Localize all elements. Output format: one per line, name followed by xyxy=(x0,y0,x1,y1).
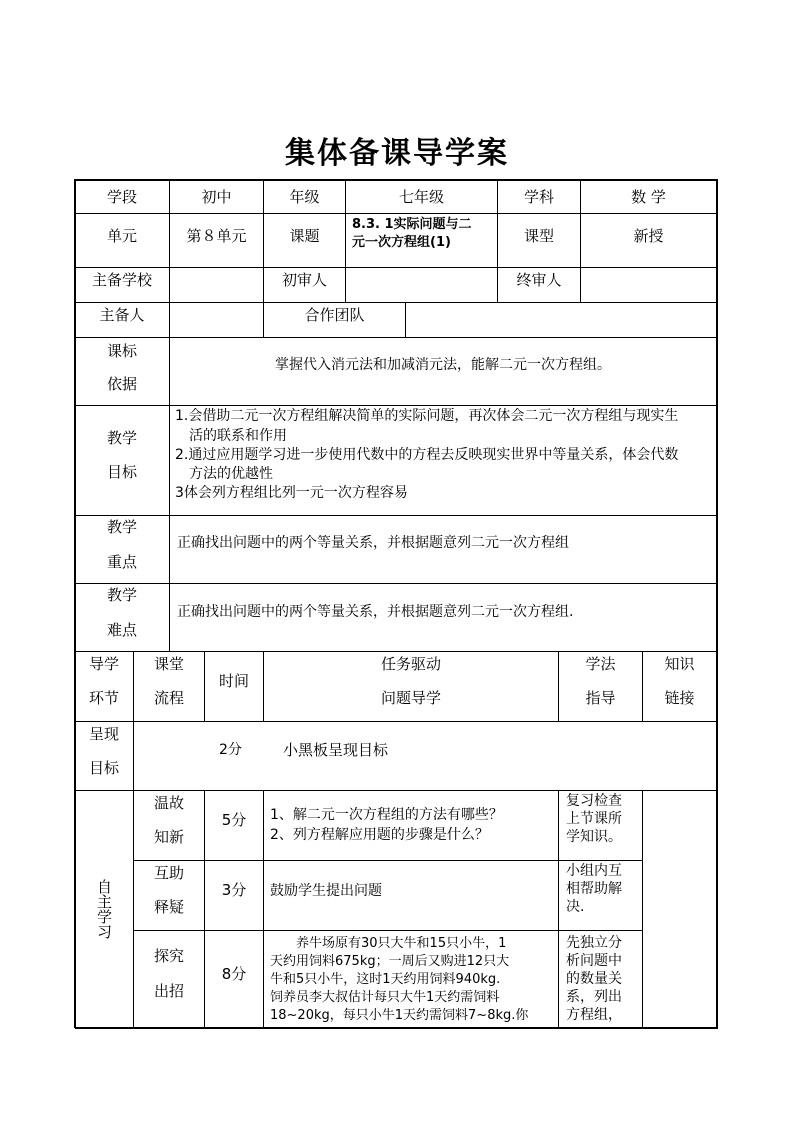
row1-task-2: 2、列方程解应用题的步骤是什么？ xyxy=(270,827,489,843)
zhishi-label-2: 链接 xyxy=(664,689,695,707)
liucheng-label-1: 课堂 xyxy=(153,655,184,673)
row3-method-5: 方程组， xyxy=(566,1007,622,1023)
row3-flow-2: 出招 xyxy=(153,982,184,1000)
row2-time: 3分 xyxy=(221,881,247,899)
shijian-label: 时间 xyxy=(218,672,249,690)
mubiao-label-1: 教学 xyxy=(106,429,137,447)
row3-flow-1: 探究 xyxy=(153,947,184,965)
chengxian-label-1: 呈现 xyxy=(88,725,119,743)
nandian-content: 正确找出问题中的两个等量关系，并根据题意列二元一次方程组. xyxy=(177,604,574,620)
zhishi-label-1: 知识 xyxy=(664,655,695,673)
nianji-label: 年级 xyxy=(289,187,320,206)
zhongdian-content: 正确找出问题中的两个等量关系，并根据题意列二元一次方程组 xyxy=(177,535,569,551)
chengxian-label-2: 目标 xyxy=(88,759,119,777)
keti-label: 课题 xyxy=(289,226,320,245)
keti-line-2: 元一次方程组(1) xyxy=(352,235,451,250)
zhongdian-label-1: 教学 xyxy=(106,518,137,536)
kebiao-label-1: 课标 xyxy=(106,342,137,360)
row1-method-2: 上节课所 xyxy=(566,811,622,827)
renwu-label-2: 问题导学 xyxy=(380,689,441,707)
page-title: 集体备课导学案 xyxy=(285,136,509,171)
row3-task-1: 养牛场原有30只大牛和15只小牛，1 xyxy=(270,936,507,951)
kebiao-label-2: 依据 xyxy=(106,375,137,393)
xuefa-label-2: 指导 xyxy=(585,689,616,707)
xueduan-label: 学段 xyxy=(106,187,137,206)
xuefa-label-1: 学法 xyxy=(585,655,616,673)
huanjie-label-1: 导学 xyxy=(88,655,119,673)
mubiao-line-1: 1.会借助二元一次方程组解决简单的实际问题，再次体会二元一次方程组与现实生 xyxy=(175,408,679,424)
row2-method-3: 决. xyxy=(566,899,585,915)
hezuo-label: 合作团队 xyxy=(304,306,365,324)
nandian-label-2: 难点 xyxy=(106,621,137,639)
mubiao-label-2: 目标 xyxy=(106,463,137,481)
xueke-value: 数 学 xyxy=(631,187,666,206)
chengxian-task: 小黑板呈现目标 xyxy=(283,741,389,759)
kebiao-content: 掌握代入消元法和加减消元法，能解二元一次方程组。 xyxy=(275,357,611,373)
row3-task-4: 饲养员李大叔估计每只大牛1天约需饲料 xyxy=(270,990,500,1005)
zhubei-school-label: 主备学校 xyxy=(91,271,152,289)
nandian-label-1: 教学 xyxy=(106,586,137,604)
keti-line-1: 8.3. 1实际问题与二 xyxy=(352,217,472,232)
nianji-value: 七年级 xyxy=(398,187,444,206)
row3-method-2: 析问题中 xyxy=(566,953,622,969)
row2-flow-1: 互助 xyxy=(153,864,184,882)
row1-method-3: 学知识。 xyxy=(566,829,622,845)
row1-task-1: 1、解二元一次方程组的方法有哪些？ xyxy=(270,807,503,823)
liucheng-label-2: 流程 xyxy=(153,689,184,707)
row3-method-1: 先独立分 xyxy=(566,935,622,951)
row3-method-3: 的数量关 xyxy=(566,971,622,987)
zhongdian-label-2: 重点 xyxy=(106,553,137,571)
xueke-label: 学科 xyxy=(523,187,554,206)
mubiao-line-2: 活的联系和作用 xyxy=(189,428,287,444)
zhongshen-label: 终审人 xyxy=(516,271,562,289)
chengxian-time: 2分 xyxy=(219,742,242,758)
mubiao-line-5: 3体会列方程组比列一元一次方程容易 xyxy=(175,485,408,501)
row1-method-1: 复习检查 xyxy=(566,793,622,809)
danyuan-value: 第８单元 xyxy=(186,226,247,245)
kexing-label: 课型 xyxy=(523,226,554,245)
renwu-label-1: 任务驱动 xyxy=(380,655,441,673)
row1-time: 5分 xyxy=(221,811,247,829)
row2-task-1: 鼓励学生提出问题 xyxy=(270,883,382,899)
zhubei-label: 主备人 xyxy=(99,306,145,324)
kexing-value: 新授 xyxy=(633,226,664,245)
huanjie-label-2: 环节 xyxy=(88,689,119,707)
row3-task-3: 牛和5只小牛，这时1天约用饲料940kg. xyxy=(270,972,501,987)
row2-method-2: 相帮助解 xyxy=(566,881,622,897)
row1-flow-1: 温故 xyxy=(153,794,184,812)
chushen-label: 初审人 xyxy=(281,271,327,289)
mubiao-line-4: 方法的优越性 xyxy=(189,466,273,482)
xueduan-value: 初中 xyxy=(201,187,232,206)
zizhu-label-cell xyxy=(75,790,133,1027)
row2-flow-2: 释疑 xyxy=(153,898,184,916)
mubiao-line-3: 2.通过应用题学习进一步使用代数中的方程去反映现实世界中等量关系，体会代数 xyxy=(175,447,679,463)
row3-time: 8分 xyxy=(221,965,247,983)
danyuan-label: 单元 xyxy=(106,226,137,245)
row1-flow-2: 知新 xyxy=(153,828,184,846)
row3-task-2: 天约用饲料675kg；一周后又购进12只大 xyxy=(270,954,510,969)
row3-task-5: 18~20kg，每只小牛1天约需饲料7~8kg.你 xyxy=(270,1008,529,1023)
zizhu-label: 自主学习 xyxy=(95,878,113,939)
row2-method-1: 小组内互 xyxy=(566,863,622,879)
row3-method-4: 系，列出 xyxy=(566,989,622,1005)
